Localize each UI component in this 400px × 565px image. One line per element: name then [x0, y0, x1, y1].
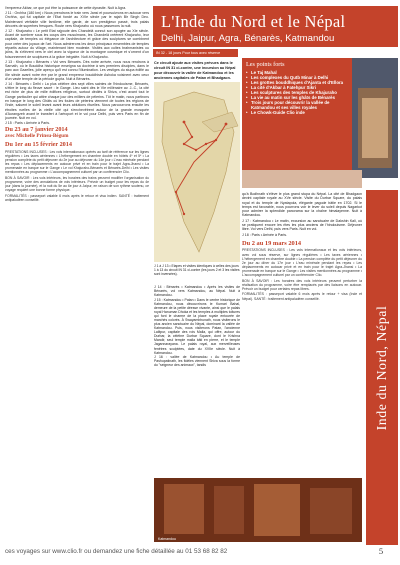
day-17-paragraph: J 17 : Katmandou • Le matin, excursion au sanctuaire de Dakshin Kali, où se pratiquent encore les rites les plus anciens de l'hindouisme. Déjeuner libre. Vol vers Delhi, puis vers Paris. Nuit en vol.	[242, 218, 362, 232]
day-15-paragraph: J 15 : Katmandou • Patan • Dans le centre historique de Katmandou, nous découvrirons le Kumari Bahal, demeure de la petite déesse vivante, ainsi que le palais royal Hanuman Dhoka et les temples à multiples toitures qui font le charme de la place royale entourée de marchés colorés. À Swayambhunath, nous visiterons le plus ancien sanctuaire du Népal, dominant la vallée de Katmandou. Puis, nous visiterons Patan, l'ancienne Lalitpur, capitale des rois Malla, qui offre, autour du Durbar, la célèbre Durbar Square, dont le Krishna Mandir, seul temple malla bâti en pierre, et le temple Jagannarayana. Le palais royal, aux merveilleuses fenêtres sculptées, date du XVIIe siècle. Nuit à Katmandou.	[154, 297, 240, 355]
side-label-text: Inde du Nord, Népal	[374, 305, 389, 430]
highlights-title: Les points forts	[246, 61, 285, 68]
highlights-box	[242, 58, 352, 170]
route-map	[154, 82, 240, 262]
intro-text: Ce circuit ajoute aux visites prévues dans le circuit IN 31 ci-contre, une incursion au Népal pour découvrir la vallée de Katmandou et les anciennes capitales de Patan et Bhadgaon.	[154, 61, 236, 80]
highlight-item: • La cité d'Akbar à Fatehpur Sikri	[246, 85, 348, 90]
highlight-item: • Le Chowk-Guide Clio inde	[246, 110, 348, 115]
day-16-cont-paragraph: qu'à Bodhnath s'élève le plus grand stupa du Népal. La cité de Bhadgaon devint capitale royale au XVe siècle. Visite du Durbar Square, du palais royal et du temple de Nyatapola, élégante pagode bâtie en 1702. Si le temps est favorable, nous pourrons voir le lever du soleil depuis Nagarkot pour admirer la splendide panorama sur la chaîne himalayenne. Nuit à Katmandou.	[242, 192, 362, 218]
prestations-text: PRESTATIONS INCLUSES : Les vols internationaux et les vols intérieurs, avec vol sous réserve, sur lignes régulières • Les taxes aériennes • L'hébergement en chambre double • La pension complète du petit déjeuner du 2e jour au dîner du 17e jour • L'eau minérale pendant les repas • Les déplacements en autocar privé et en train pour le trajet Agra-Jhansi • La promenade en barque sur le Gange • Les visites mentionnées au programme • L'accompagnement culturel par un conférencier Clio.	[242, 248, 362, 278]
dates-title: Du 2 au 19 mars 2014	[242, 239, 302, 247]
day-16-paragraph: J 16 : vallée de Katmandou • Au temple de Pashupatinath, les fidèles viennent Shiva sous la forme du "seigneur des animaux", tandis	[154, 355, 240, 368]
highlight-item: • Les grottes bouddhiques d'Ajanta et d'Ellora	[246, 80, 348, 85]
highlight-item: • Les complexes du Qutb Minar à Delhi	[246, 75, 348, 80]
highlight-item: • Le Taj Mahal	[246, 70, 348, 75]
left-paragraph: l'empereur Akbar, ce que put être la puissance de cette dynastie. Nuit à Agra.	[5, 6, 127, 10]
footer-text: ces voyages sur www.clio.fr ou demandez une fiche détaillée au 01 53 68 82 82	[5, 548, 228, 555]
highlight-item: • Les sculptures des temples de Khajuraho	[246, 90, 348, 95]
page-header	[153, 6, 398, 47]
side-label	[366, 190, 398, 545]
delhi-marker	[183, 121, 186, 124]
bon-a-savoir-text: BON À SAVOIR : Les vols intérieurs, les horaires des trains peuvent modifier l'organisation du programme, voire des annulations de vols intérieurs. Prévoir un budget pour les repas du 4e jour (dans la journée), et la nuit du 5e au 6e jour à Jaipur, en raison de son rythme soutenu, ce voyage requiert une bonne forme physique.	[5, 176, 149, 193]
highlight-item: • La vie au matin sur les ghâts de Bénarès	[246, 95, 348, 100]
day-12-paragraph: J 12 : Khajuraho • Le petit Etat rajpoute des Chandelâ connut son apogée au XIe siècle. Avant de sombrer sous les coups des musulmans, les Chandelâ créèrent Khajuraho, leur capitale, de temples où élégance de l'architecture et grâce des sculptures se combinent pour créer des joyaux de l'art. Nous admirerons les deux principaux ensembles de temples répartis autour du village, maintenant bien modeste. Visités aux cultes brahmanistes ou jaïns, ils s'élèvent vers le ciel avec la vigueur de la montagne cosmique et s'ornent d'un foisonnement de sculptures à la grâce inégalée. Nuit à Khajuraho.	[5, 28, 149, 59]
page-number: 5	[378, 546, 384, 556]
day-11-paragraph: J 11 : Orchha (180 km) • Nous prendrons le train vers Jansi et poursuivrons en autocar vers Orchha, qui fut capitale de l'Etat fondé au XVIe siècle par le rajah Bir Singh Deo. Maintenant véritable ville fantôme, elle garde, de son prestigieux passé, trois palais décorés de superbes fresques. Route vers Khajuraho où nous passerons la nuit.	[5, 10, 149, 28]
left-column	[5, 6, 149, 542]
map-illustration	[154, 82, 240, 262]
prestations-text: PRESTATIONS INCLUSES : Les vols internationaux opérés au tarif de référence sur les lignes régulières • Les taxes aériennes • L'hébergement en chambre double en hôtels 4* et 5* • La pension complète du petit déjeuner du 2e jour au déjeuner du 14e jour • L'eau minérale pendant les repas • Les déplacements en autocar privé et en train pour le trajet Agra-Jhansi • La promenade en barque sur le Gange • Le vol Khajuraho-Bénarès et Bénarès-Delhi • Les visites mentionnées au programme • L'accompagnement culturel par un conférencier Clio.	[5, 149, 149, 175]
bon-a-savoir-text: BON À SAVOIR : Les horaires des vols intérieurs peuvent perturber la réalisation du programme, voire être remplacés par des liaisons en autocar. Prévoir un budget pour certains repas libres.	[242, 278, 362, 291]
photo-illustration	[154, 478, 362, 542]
formalites-text: FORMALITÉS : passeport valable 6 mois après le retour + visa (Inde et Népal). SANTÉ : traitement antipaludéen conseillé.	[242, 292, 362, 301]
ghat-photo	[242, 170, 362, 188]
photo-caption: Katmandou	[158, 537, 176, 541]
map-caption: J 1 à J 13 • Etapes et visites identiques à celles des jours 1 à 13 du circuit IN 31 ci-contre (les jours 2 et 3 les visites sont inversées).	[154, 264, 240, 277]
dates-second: Du 1er au 15 février 2014	[5, 140, 72, 148]
day-14-paragraph: J 14 : Bénarès • Delhi • La plus célèbre des sept villes saintes de l'hindouisme, Bénarès, s'étire le long du fleuve sacré : le Gange. Lieu saint dès le VIe millénaire av. J.-C., la cité est riche de plus de mille édifices religieux, surtout dédiés à Shiva, c'est avant tout le Gange particulier qui attire chaque jour des milliers de pèlerins. Tôt le matin, nous partirons en barque le long des Ghâts où les foules de pèlerins viennent de toutes les régions de l'Inde, saluent le soleil levant avant leurs ablutions rituelles. Nous parcourrons ensuite les étroites ruelles de la vieille cité qui s'enchevêtrent autour de la grande mosquée d'Aurangzeb avant le transfert à l'aéroport et le vol pour Delhi, puis vers Paris en fin de journée. Nuit en vol.	[5, 81, 149, 121]
page-title: L'Inde du Nord et le Népal	[161, 12, 346, 31]
katmandou-marker	[225, 123, 228, 126]
circuit-tag: IN 32 - 18 jours Pour tous avec réserve	[153, 49, 238, 57]
highlight-item: • Trois jours pour découvrir la vallée de Katmandou et ses villes royales	[246, 100, 348, 110]
dates-guide: avec Michelle Prinsu-Bégum	[5, 133, 69, 140]
dates-box	[5, 127, 149, 202]
day-15-paragraph: J 15 : Paris • Arrivée à Paris.	[5, 121, 51, 126]
day-18-paragraph: J 18 : Paris • Arrivée à Paris.	[242, 232, 288, 237]
dates-title: Du 23 au 7 janvier 2014	[5, 126, 68, 134]
middle-column	[154, 285, 240, 475]
day-13-paragraph: J 13 : Khajuraho • Bénarès • Vol vers Bénarès. Dès notre arrivée, nous nous rendrons à Sarnath, où le Bouddha historique enseigna sa doctrine à ses premiers disciples, dans le parc aux Gazelles, jolie aperçu qu'il est connu l'illumination. Les vestiges du stupa édifié au IIIe siècle avant notre ère par le grand empereur bouddhiste Ashoka voisinent avec ceux d'un vaste temple de la période gupta. Nuit à Bénarès.	[5, 59, 149, 81]
day-14-paragraph: J 14 : Bénarès • Katmandou • Après les visites de Bénarès, vol vers Katmandou, au Népal. Nuit à Katmandou.	[154, 285, 240, 298]
right-column	[242, 192, 362, 454]
photo-illustration	[352, 58, 398, 178]
formalites-text: FORMALITÉS : passeport valable 6 mois après le retour et visa indien. SANTÉ : traitement antipaludéen conseillé.	[5, 193, 149, 202]
page-subtitle: Delhi, Jaipur, Agra, Bénarès, Katmandou	[161, 33, 335, 44]
katmandou-photo	[154, 478, 362, 542]
temple-photo	[352, 58, 398, 178]
